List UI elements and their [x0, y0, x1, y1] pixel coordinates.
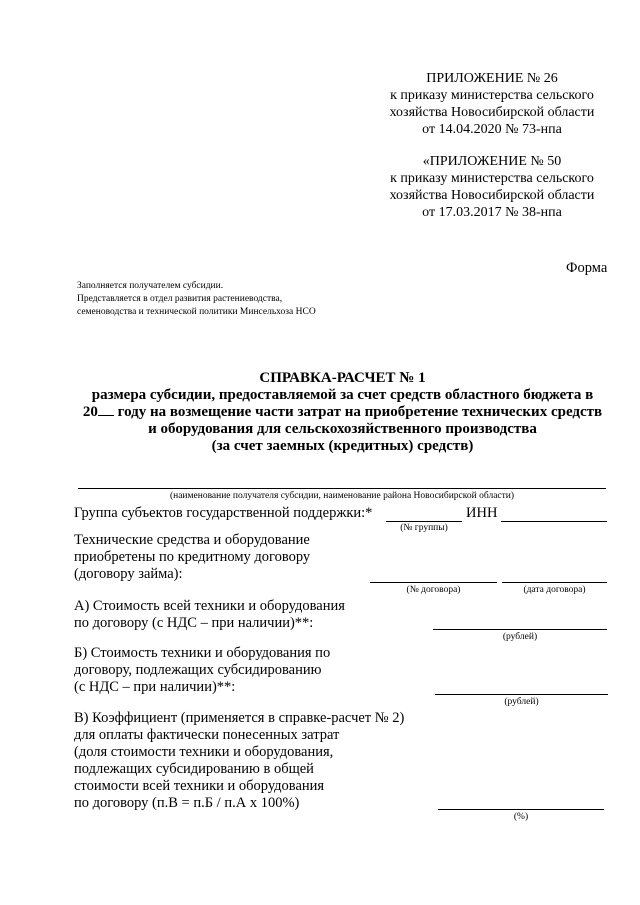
note-line2: Представляется в отдел развития растениеводства, — [77, 294, 283, 304]
contract-date-field[interactable] — [502, 582, 607, 583]
item-a-label — [74, 598, 345, 632]
title-line3 — [70, 404, 615, 421]
appendix-50-title: «ПРИЛОЖЕНИЕ № 50 — [422, 154, 562, 169]
form-label: Форма — [566, 260, 608, 276]
appendix-26-title: ПРИЛОЖЕНИЕ № 26 — [426, 71, 558, 86]
item-b-amount-field[interactable] — [435, 694, 608, 695]
appendix-50-line1: к приказу министерства сельского — [390, 171, 594, 186]
item-b-line3: (с НДС – при наличии)**: — [74, 679, 236, 695]
inn-field[interactable] — [501, 521, 607, 522]
note-line1: Заполняется получателем субсидии. — [77, 281, 224, 291]
group-number-field[interactable] — [386, 521, 462, 522]
item-b-line1: Б) Стоимость техники и оборудования по — [74, 645, 331, 661]
contract-date-caption: (дата договора) — [523, 585, 586, 595]
item-v-label — [74, 710, 404, 812]
title-line2: размера субсидии, предоставляемой за счет средств областного бюджета в — [91, 387, 594, 403]
item-v-percent-field[interactable] — [438, 809, 604, 810]
contract-number-caption: (№ договора) — [406, 585, 461, 595]
tech-line3: (договору займа): — [74, 566, 183, 582]
title-year-prefix: 20 — [82, 404, 98, 420]
year-blank[interactable] — [98, 405, 114, 416]
appendix-50-block — [372, 153, 612, 221]
item-v-line5: стоимости всей техники и оборудования — [74, 778, 325, 794]
document-title — [70, 370, 615, 455]
appendix-50-line3: от 17.03.2017 № 38-нпа — [422, 205, 562, 220]
tech-line2: приобретены по кредитному договору — [74, 549, 311, 565]
item-v-line3: (доля стоимости техники и оборудования, — [74, 744, 334, 760]
item-b-label — [74, 645, 330, 696]
note-line3: семеноводства и технической политики Минсельхоза НСО — [77, 307, 316, 317]
appendix-26-block — [372, 70, 612, 138]
item-a-amount-field[interactable] — [433, 629, 607, 630]
item-a-line2: по договору (с НДС – при наличии)**: — [74, 615, 314, 631]
item-v-line1: В) Коэффициент (применяется в справке-расчет № 2) — [74, 710, 405, 726]
tech-line1: Технические средства и оборудование — [74, 532, 310, 548]
group-label: Группа субъектов государственной поддержки:* — [74, 505, 373, 521]
item-a-caption: (рублей) — [502, 632, 538, 642]
appendix-26-line1: к приказу министерства сельского — [390, 88, 594, 103]
appendix-26-line2: хозяйства Новосибирской области — [389, 105, 595, 120]
submission-note — [77, 280, 377, 319]
item-v-line6: по договору (п.В = п.Б / п.А х 100%) — [74, 795, 300, 811]
title-line5: (за счет заемных (кредитных) средств) — [211, 438, 474, 454]
contract-number-field[interactable] — [370, 582, 497, 583]
item-v-line4: подлежащих субсидированию в общей — [74, 761, 314, 777]
group-number-caption: (№ группы) — [400, 523, 448, 533]
title-line4: и оборудования для сельскохозяйственного производства — [148, 421, 537, 437]
tech-label — [74, 532, 310, 583]
recipient-caption: (наименование получателя субсидии, наименование района Новосибирской области) — [169, 491, 515, 501]
appendix-50-line2: хозяйства Новосибирской области — [389, 188, 595, 203]
inn-label: ИНН — [466, 505, 498, 521]
title-line1: СПРАВКА-РАСЧЕТ № 1 — [259, 370, 426, 386]
recipient-name-field[interactable] — [78, 488, 606, 489]
item-b-line2: договору, подлежащих субсидированию — [74, 662, 322, 678]
title-line3-rest: году на возмещение части затрат на приобретение технических средств — [117, 404, 603, 420]
item-a-line1: А) Стоимость всей техники и оборудования — [74, 598, 345, 614]
item-b-caption: (рублей) — [504, 697, 539, 707]
appendix-26-line3: от 14.04.2020 № 73-нпа — [422, 122, 562, 137]
item-v-caption: (%) — [513, 812, 529, 822]
item-v-line2: для оплаты фактически понесенных затрат — [74, 727, 340, 743]
